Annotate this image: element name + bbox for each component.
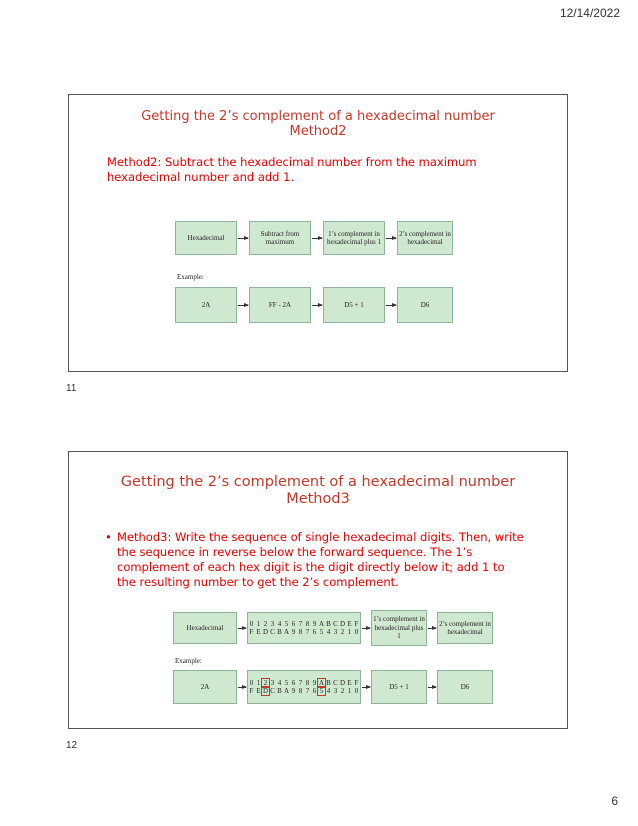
hex-digit: 8 [298, 628, 303, 636]
hex-digit: 5 [319, 687, 324, 695]
page-date: 12/14/2022 [559, 6, 620, 20]
flow-arrow [312, 238, 322, 239]
hex-digit: B [326, 619, 331, 628]
hex-digit: F [249, 687, 254, 695]
reverse-sequence-highlighted [248, 687, 360, 695]
hex-digit: 9 [291, 687, 296, 695]
hex-digit: 6 [312, 628, 317, 636]
hex-digit: 5 [284, 619, 289, 628]
flow-box-hexadecimal: Hexadecimal [173, 612, 237, 644]
hex-digit: 9 [291, 628, 296, 636]
hex-digit: 6 [291, 678, 296, 687]
example-box-result: D6 [437, 670, 493, 704]
slide-body: Method2: Subtract the hexadecimal number from the maximum hexadecimal number and add 1. [107, 155, 477, 184]
hex-digit: 5 [284, 678, 289, 687]
page-number: 6 [611, 794, 618, 808]
forward-sequence-highlighted [248, 679, 360, 687]
example-label: Example: [175, 657, 202, 665]
hex-digit: 5 [319, 628, 324, 636]
slide-12 [68, 451, 568, 729]
hex-digit: A [318, 619, 325, 628]
flow-box-ones-complement: 1’s complement in hexadecimal plus 1 [371, 610, 427, 646]
flow-arrow [312, 305, 322, 306]
hex-digit: 7 [305, 687, 310, 695]
example-box-plus-one: D5 + 1 [323, 287, 385, 323]
flow-arrow [238, 687, 246, 688]
hex-digit: 6 [312, 687, 317, 695]
hex-digit: 1 [256, 619, 261, 628]
title-line-2: Method2 [289, 124, 347, 140]
reverse-sequence [248, 628, 360, 636]
flow-box-subtract: Subtract from maximum [249, 221, 311, 255]
hex-digit: A [283, 687, 290, 695]
slide-body: Method3: Write the sequence of single hexadecimal digits. Then, write the sequence in reverse below the forward sequence. The 1’s complement of each hex digit is the digit directly below it; add 1 to the resulting number to get the 2’s complement. [117, 530, 524, 589]
hex-digit: 0 [354, 628, 359, 636]
hex-digit: 8 [305, 678, 310, 687]
hex-digit: 1 [256, 678, 261, 687]
hex-digit: 8 [298, 687, 303, 695]
hex-digit: 2 [263, 619, 268, 628]
hex-digit: D [339, 678, 346, 687]
hex-digit: E [347, 678, 352, 687]
hex-digit: D [262, 687, 269, 695]
flow-arrow [362, 687, 370, 688]
flow-arrow [428, 628, 436, 629]
example-label: Example: [177, 273, 204, 281]
flow-arrow [238, 305, 248, 306]
hex-digit: 3 [270, 678, 275, 687]
slide-number: 11 [66, 383, 77, 394]
hex-digit: 4 [277, 678, 282, 687]
hex-digit: D [339, 619, 346, 628]
example-box-subtract: FF - 2A [249, 287, 311, 323]
hex-digit: A [283, 628, 290, 636]
example-box-input: 2A [173, 670, 237, 704]
hex-digit: B [326, 678, 331, 687]
hex-digit: 3 [333, 687, 338, 695]
hex-digit: 2 [340, 628, 345, 636]
title-line-1: Getting the 2’s complement of a hexadecimal number [120, 474, 516, 490]
hex-digit: 0 [249, 678, 254, 687]
flow-arrow [238, 238, 248, 239]
slide-11 [68, 94, 568, 372]
hex-digit: 2 [340, 687, 345, 695]
hex-digit: E [256, 628, 261, 636]
hex-digit: 3 [333, 628, 338, 636]
example-box-input: 2A [175, 287, 237, 323]
title-line-1: Getting the 2’s complement of a hexadecimal number [141, 109, 495, 124]
flow-box-twos-complement: 2’s complement in hexadecimal [437, 612, 493, 644]
hex-digit: 9 [312, 678, 317, 687]
example-box-plus-one: D5 + 1 [371, 670, 427, 704]
example-box-digit-sequences [247, 670, 361, 704]
flow-arrow [386, 305, 396, 306]
hex-digit: 4 [277, 619, 282, 628]
hex-digit: 4 [326, 687, 331, 695]
bullet-marker: • [105, 530, 112, 544]
hex-digit: 3 [270, 619, 275, 628]
hex-digit: 2 [263, 678, 268, 687]
slide-title [69, 474, 567, 508]
hex-digit: C [270, 628, 275, 636]
hex-digit: 4 [326, 628, 331, 636]
hex-digit: B [277, 628, 282, 636]
flow-box-ones-complement: 1’s complement in hexadecimal plus 1 [323, 221, 385, 255]
hex-digit: F [354, 678, 359, 687]
flow-box-digit-sequences [247, 612, 361, 644]
flow-arrow [386, 238, 396, 239]
hex-digit: 7 [305, 628, 310, 636]
slide-number: 12 [66, 740, 78, 751]
forward-sequence [248, 620, 360, 628]
flow-arrow [362, 628, 370, 629]
example-box-result: D6 [397, 287, 453, 323]
hex-digit: 1 [347, 628, 352, 636]
hex-digit: 7 [298, 678, 303, 687]
hex-digit: 9 [312, 619, 317, 628]
hex-digit: 0 [354, 687, 359, 695]
hex-digit: 7 [298, 619, 303, 628]
hex-digit: D [262, 628, 269, 636]
hex-digit: E [347, 619, 352, 628]
flow-arrow [238, 628, 246, 629]
hex-digit: F [354, 619, 359, 628]
hex-digit: E [256, 687, 261, 695]
hex-digit: A [318, 678, 325, 687]
hex-digit: C [333, 678, 338, 687]
hex-digit: 1 [347, 687, 352, 695]
title-line-2: Method3 [286, 491, 350, 508]
hex-digit: 0 [249, 619, 254, 628]
flow-arrow [428, 687, 436, 688]
hex-digit: 6 [291, 619, 296, 628]
flow-box-twos-complement: 2’s complement in hexadecimal [397, 221, 453, 255]
hex-digit: F [249, 628, 254, 636]
flow-box-hexadecimal: Hexadecimal [175, 221, 237, 255]
slide-title [69, 109, 567, 140]
hex-digit: 8 [305, 619, 310, 628]
hex-digit: C [333, 619, 338, 628]
hex-digit: C [270, 687, 275, 695]
hex-digit: B [277, 687, 282, 695]
